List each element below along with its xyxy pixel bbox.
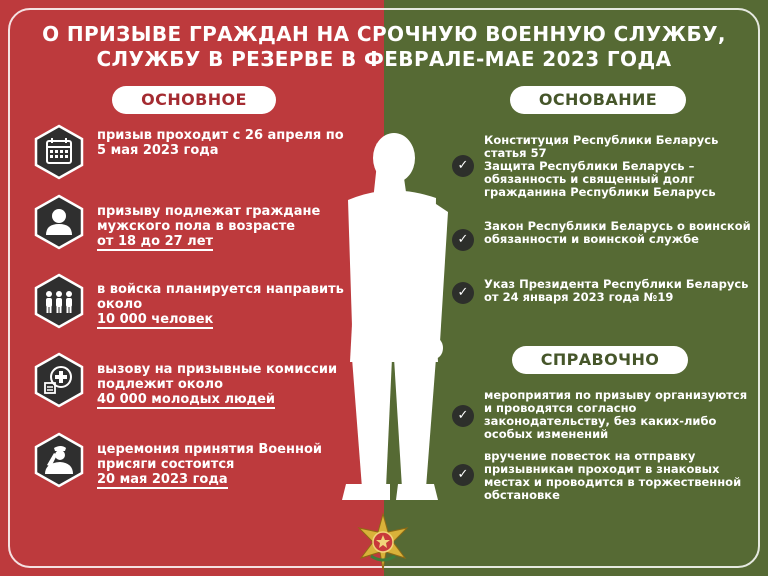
reference-item-2: вручение повесток на отправку призывникам проходит в знаковых местах и проводится в торжественной обстановке bbox=[484, 449, 742, 502]
main-item-4-highlight: 40 000 молодых людей bbox=[97, 392, 276, 407]
section-heading-basis: ОСНОВАНИЕ bbox=[510, 86, 686, 114]
basis-item-2: Закон Республики Беларусь о воинской обязанности и воинской службе bbox=[484, 219, 751, 246]
salute-icon bbox=[33, 432, 85, 488]
check-icon: ✓ bbox=[452, 405, 474, 427]
calendar-icon bbox=[33, 124, 85, 180]
check-icon: ✓ bbox=[452, 229, 474, 251]
title-line-2: СЛУЖБУ В РЕЗЕРВЕ В ФЕВРАЛЕ-МАЕ 2023 ГОДА bbox=[96, 47, 672, 71]
check-icon: ✓ bbox=[452, 282, 474, 304]
main-item-3-highlight: 10 000 человек bbox=[97, 312, 214, 327]
check-icon: ✓ bbox=[452, 155, 474, 177]
section-heading-reference: СПРАВОЧНО bbox=[512, 346, 688, 374]
main-item-4-text: вызову на призывные комиссии подлежит около bbox=[97, 362, 338, 392]
group-icon bbox=[33, 273, 85, 329]
medical-commission-icon bbox=[33, 352, 85, 408]
person-icon bbox=[33, 194, 85, 250]
saluting-soldier-silhouette-icon bbox=[290, 126, 490, 516]
main-item-5-text: церемония принятия Военной присяги состоится bbox=[97, 442, 322, 472]
basis-item-1: Конституция Республики Беларусь статья 57 Защита Республики Беларусь – обязанность и священный долг гражданина Республики Беларусь bbox=[484, 133, 719, 199]
check-icon: ✓ bbox=[452, 464, 474, 486]
reference-item-1: мероприятия по призыву организуются и проводятся согласно законодательству, без каких-либо особых изменений bbox=[484, 388, 748, 441]
main-item-1-text: призыв проходит с 26 апреля по 5 мая 2023 года bbox=[97, 128, 344, 158]
armed-forces-star-emblem-icon bbox=[355, 512, 411, 572]
title-line-1: О ПРИЗЫВЕ ГРАЖДАН НА СРОЧНУЮ ВОЕННУЮ СЛУЖБУ, bbox=[42, 22, 726, 46]
main-item-2-highlight: от 18 до 27 лет bbox=[97, 234, 214, 249]
basis-item-3: Указ Президента Республики Беларусь от 24 января 2023 года №19 bbox=[484, 277, 749, 304]
main-item-3-text: в войска планируется направить около bbox=[97, 282, 344, 312]
page-title bbox=[0, 22, 768, 72]
main-item-5-highlight: 20 мая 2023 года bbox=[97, 472, 228, 487]
main-item-2-text: призыву подлежат граждане мужского пола в возрасте bbox=[97, 204, 321, 234]
section-heading-main: ОСНОВНОЕ bbox=[112, 86, 276, 114]
